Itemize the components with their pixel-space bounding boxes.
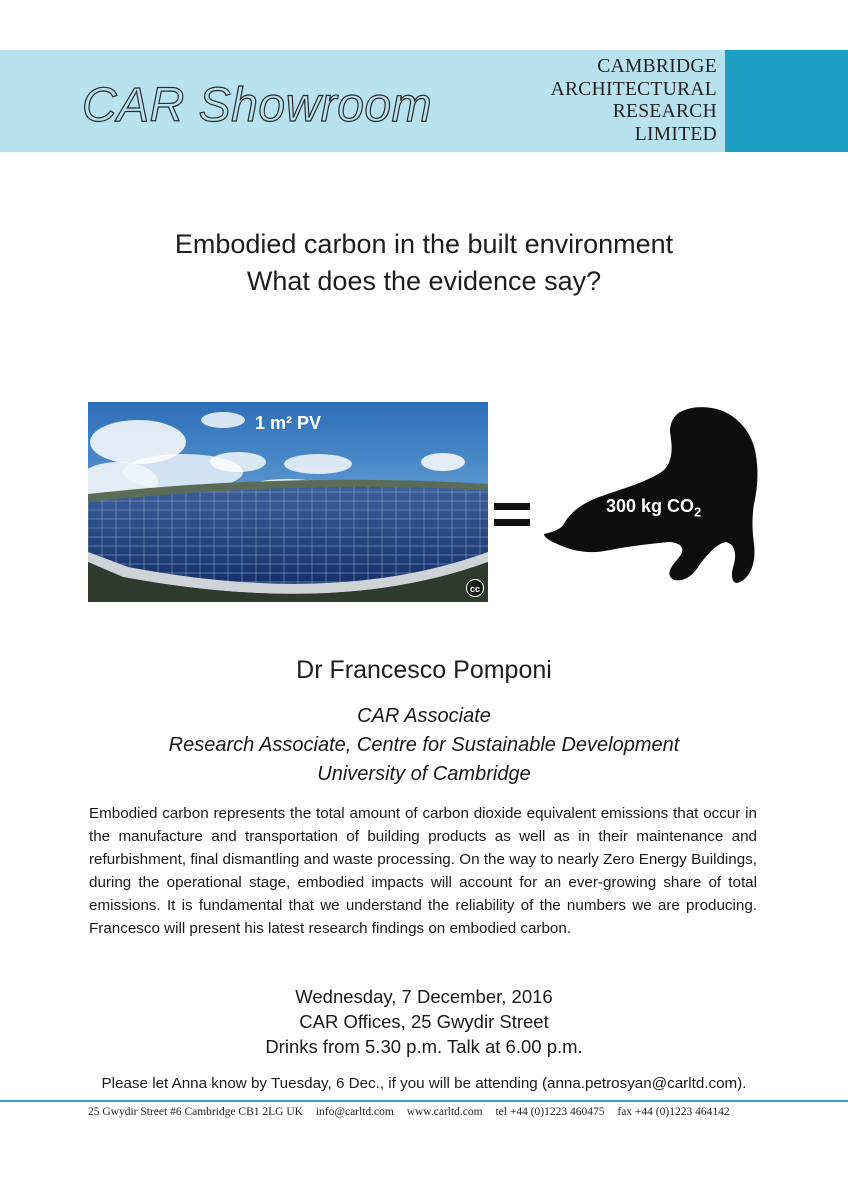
event-details [0,984,848,1059]
banner-title: CAR Showroom [82,79,433,132]
company-line: RESEARCH [612,101,717,122]
header-banner [0,50,848,152]
creative-commons-icon: cc [466,579,484,597]
footer-fax: fax +44 (0)1223 464142 [617,1106,730,1118]
speaker-name: Dr Francesco Pomponi [296,656,552,684]
speaker-role: CAR Associate [357,705,491,727]
headline-line-1: Embodied carbon in the built environment [174,229,674,259]
footer-email[interactable]: info@carltd.com [315,1106,394,1118]
footer-divider [0,1100,848,1102]
company-line: CAMBRIDGE [597,56,717,77]
rsvp-note: Please let Anna know by Tuesday, 6 Dec., if you will be attending (anna.petrosyan@carltd.com). [101,1075,747,1092]
company-line: ARCHITECTURAL [550,78,717,100]
equals-sign-icon [494,503,530,535]
headline [0,226,848,300]
speaker-role: University of Cambridge [317,763,531,785]
talk-abstract: Embodied carbon represents the total amount of carbon dioxide equivalent emissions that occur in the manufacture and transportation of building products as well as in their maintenance and refurbishment, final dismantling and waste processing. On the way to nearly Zero Energy Buildings, during the operational stage, embodied impacts will account for an ever-growing share of total emissions. It is fundamental that we understand the reliability of the numbers we are producing. Francesco will present his latest research findings on embodied carbon. [89,805,757,937]
headline-line-2: What does the evidence say? [246,266,602,296]
company-name [551,56,717,146]
footer-contact [88,1106,740,1118]
footer-website[interactable]: www.carltd.com [406,1106,483,1118]
speaker-roles [0,702,848,789]
pv-label: 1 m² PV [254,413,322,433]
seal-co2-label: 300 kg $CO_2$ [606,496,702,520]
company-line: LIMITED [634,123,717,145]
banner-accent-block [725,50,848,152]
event-times: Drinks from 5.30 p.m. Talk at 6.00 p.m. [265,1036,583,1057]
footer-tel: tel +44 (0)1223 460475 [495,1106,605,1118]
footer-address: 25 Gwydir Street #6 Cambridge CB1 2LG UK [88,1106,303,1118]
event-venue: CAR Offices, 25 Gwydir Street [299,1011,549,1032]
event-date: Wednesday, 7 December, 2016 [295,986,553,1007]
speaker-role: Research Associate, Centre for Sustainable Development [168,734,680,756]
